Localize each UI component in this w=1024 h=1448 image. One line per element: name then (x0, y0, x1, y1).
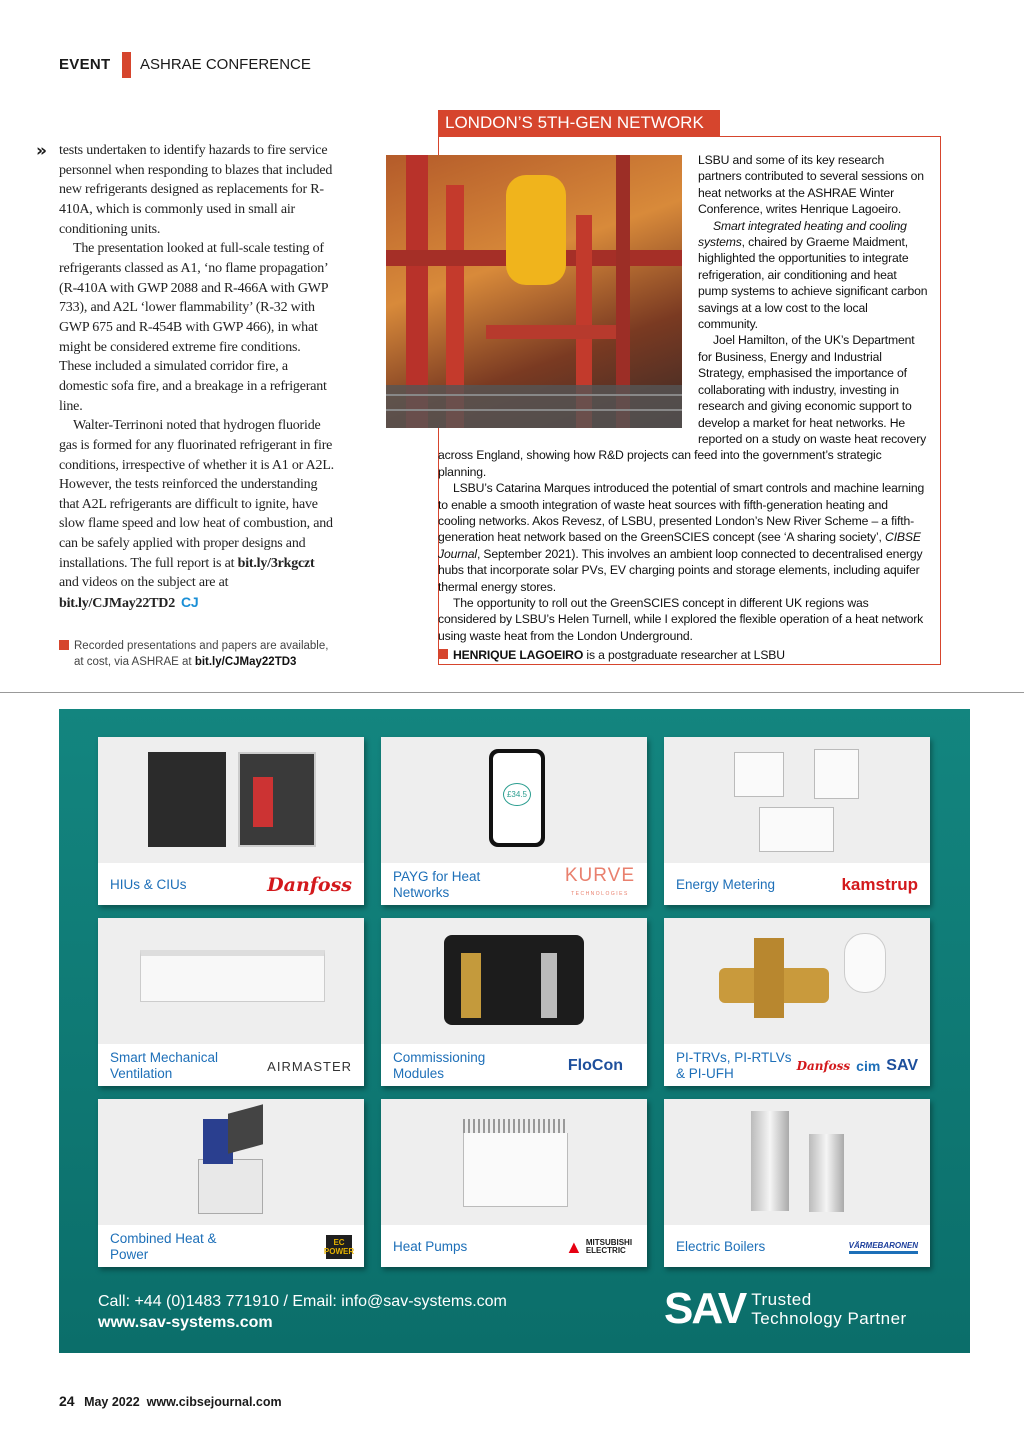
balance-value: £34.5 (503, 783, 531, 806)
card-label: Energy Metering (676, 877, 776, 892)
mitsubishi-logo: MITSUBISHI ELECTRIC (585, 1238, 633, 1255)
kamstrup-logo: kamstrup (841, 875, 918, 894)
product-card-metering[interactable] (664, 737, 930, 905)
sav-advertisement[interactable] (59, 709, 970, 1353)
danfoss-logo: Danfoss (796, 1059, 851, 1073)
heat-pump-image (381, 1099, 647, 1225)
product-card-payg[interactable] (381, 737, 647, 905)
product-card-hiu[interactable] (98, 737, 364, 905)
paragraph-text: Walter-Terrinoni noted that hydrogen fluoride gas is formed for any fluorinated refrigerant in fire conditions, irrespective of whether it is A1 or A2L. However, the tests reinforced the understanding that A2L refrigerants are difficult to ignite, have slow flame speed and low heat of combustion, and can be safely applied with proper designs and installations. The full report is at (59, 418, 334, 571)
sav-logo: SAV (886, 1057, 918, 1074)
session-title: Smart integrated heating and cooling systems (698, 218, 907, 250)
section-label: EVENT (59, 56, 111, 73)
article-left-column (59, 141, 334, 614)
sidebar-text (438, 152, 928, 664)
hiu-image (98, 737, 364, 863)
electric-boilers-image (664, 1099, 930, 1225)
videos-link[interactable]: bit.ly/CJMay22TD2 (59, 596, 175, 612)
report-link[interactable]: bit.ly/3rkgczt (237, 555, 315, 571)
card-label: HIUs & CIUs (110, 877, 187, 892)
author-byline (438, 647, 928, 663)
paragraph-text: , September 2021). This involves an ambient loop connected to decentralised energy hubs that incorporate solar PVs, EV charging points and storage elements, including aquifer thermal energy stores. (438, 546, 923, 594)
mitsubishi-diamonds-icon: ▲ (565, 1237, 583, 1257)
product-card-heat-pumps[interactable] (381, 1099, 647, 1267)
end-mark: CJ (181, 594, 199, 611)
contact-info (98, 1291, 507, 1333)
footnote-text: Recorded presentations and papers are available, at cost, via ASHRAE at (74, 640, 329, 668)
product-card-chp[interactable] (98, 1099, 364, 1267)
kurve-logo: KURVE (564, 865, 635, 886)
paragraph: Joel Hamilton, of the UK’s Department for Business, Energy and Industrial Strategy, emphasised the importance of collaborating with industry, investing in research and giving economic support to develop a market for heat networks. He reported on a study on waste heat recovery across England, showing how R&D projects can feed into the government’s strategic planning. (438, 333, 927, 479)
journal-title: CIBSE Journal (438, 530, 921, 561)
sav-brand-logo (664, 1284, 907, 1333)
product-card-commissioning[interactable] (381, 918, 647, 1086)
journal-website: www.cibsejournal.com (146, 1395, 282, 1409)
author-name: HENRIQUE LAGOEIRO (453, 648, 584, 663)
author-role: is a postgraduate researcher at LSBU (583, 648, 785, 663)
paragraph: The presentation looked at full-scale testing of refrigerants classed as A1, ‘no flame propagation’ (R-410A with GWP 2088 and R-466A with GWP 733), and A2L ‘lower flammability’ (R-32 with GWP 675 and R-454B with GWP 466), in what might be considered extreme fire conditions. These included a simulated corridor fire, a domestic sofa fire, and a breakage in a refrigerant line. (59, 241, 328, 414)
airmaster-logo: AIRMASTER (267, 1058, 352, 1074)
ec-power-logo: EC POWER (326, 1235, 352, 1259)
sav-wordmark: SAV (664, 1284, 746, 1333)
issue-date: May 2022 (84, 1395, 140, 1409)
paragraph-text: , chaired by Graeme Maidment, highlighted the opportunities to integrate refrigeration, air conditioning and heat pump systems to achieve significant carbon savings at a low cost to the local community. (698, 235, 928, 332)
chp-unit-image (98, 1099, 364, 1225)
page-number: 24 (59, 1393, 75, 1409)
contact-line: Call: +44 (0)1483 771910 / Email: info@sav-systems.com (98, 1293, 507, 1310)
varmebaronen-logo: VÄRMEBARONEN (849, 1240, 918, 1254)
continued-chevron-icon: » (36, 141, 47, 161)
paragraph: The opportunity to roll out the GreenSCIES concept in different UK regions was considered by LSBU’s Helen Turnell, while I explored the flexible operation of a heat network using waste heat from the London Underground. (438, 595, 924, 643)
kurve-logo-sub: TECHNOLOGIES (571, 891, 629, 897)
section-divider (122, 52, 131, 78)
page-footer (59, 1393, 282, 1409)
divider (0, 692, 1024, 693)
footnote (59, 638, 334, 670)
photo-spacer (438, 152, 698, 432)
product-card-valves[interactable] (664, 918, 930, 1086)
tagline: Technology Partner (751, 1309, 907, 1328)
paragraph-text: LSBU’s Catarina Marques introduced the potential of smart controls and machine learning to enable a smooth integration of waste heat sources with fifth-generation heating and cooling networks. Akos Revesz, of LSBU, presented London’s New River Scheme – a fifth-generation heat network based on the GreenSCIES concept (see ‘A sharing society’, (438, 481, 925, 545)
paragraph (59, 416, 334, 614)
card-label: PI-TRVs, PI-RTLVs & PI-UFH (676, 1050, 792, 1081)
flocon-logo: FloCon (567, 1057, 623, 1074)
presentations-link[interactable]: bit.ly/CJMay22TD3 (194, 656, 297, 668)
phone-app-image (381, 737, 647, 863)
paragraph (438, 480, 928, 595)
paragraph-text: and videos on the subject are at (59, 575, 229, 591)
cim-logo: cim (856, 1058, 881, 1074)
card-label: Heat Pumps (393, 1239, 468, 1254)
card-label: Smart Mechanical Ventilation (110, 1050, 219, 1081)
card-label: Combined Heat & Power (110, 1231, 217, 1262)
subsection-label: ASHRAE CONFERENCE (140, 56, 311, 73)
meters-image (664, 737, 930, 863)
commissioning-module-image (381, 918, 647, 1044)
tagline: Trusted (751, 1290, 812, 1309)
website-link[interactable]: www.sav-systems.com (98, 1314, 273, 1331)
product-card-ventilation[interactable] (98, 918, 364, 1086)
card-label: Commissioning Modules (393, 1050, 486, 1081)
ventilation-unit-image (98, 918, 364, 1044)
card-label: PAYG for Heat Networks (393, 869, 481, 900)
bullet-square-icon (59, 640, 69, 650)
danfoss-logo: Danfoss (267, 874, 352, 896)
bullet-square-icon (438, 649, 448, 659)
card-label: Electric Boilers (676, 1239, 766, 1254)
product-card-boilers[interactable] (664, 1099, 930, 1267)
valves-image (664, 918, 930, 1044)
paragraph: LSBU and some of its key research partners contributed to several sessions on heat networks at the ASHRAE Winter Conference, writes Henrique Lagoeiro. (698, 153, 924, 217)
paragraph: tests undertaken to identify hazards to fire service personnel when responding to blazes that included new refrigerants designed as replacements for R-410A, which is commonly used in small air conditioning units. (59, 143, 333, 237)
sidebar-title: LONDON’S 5TH-GEN NETWORK (438, 110, 720, 136)
